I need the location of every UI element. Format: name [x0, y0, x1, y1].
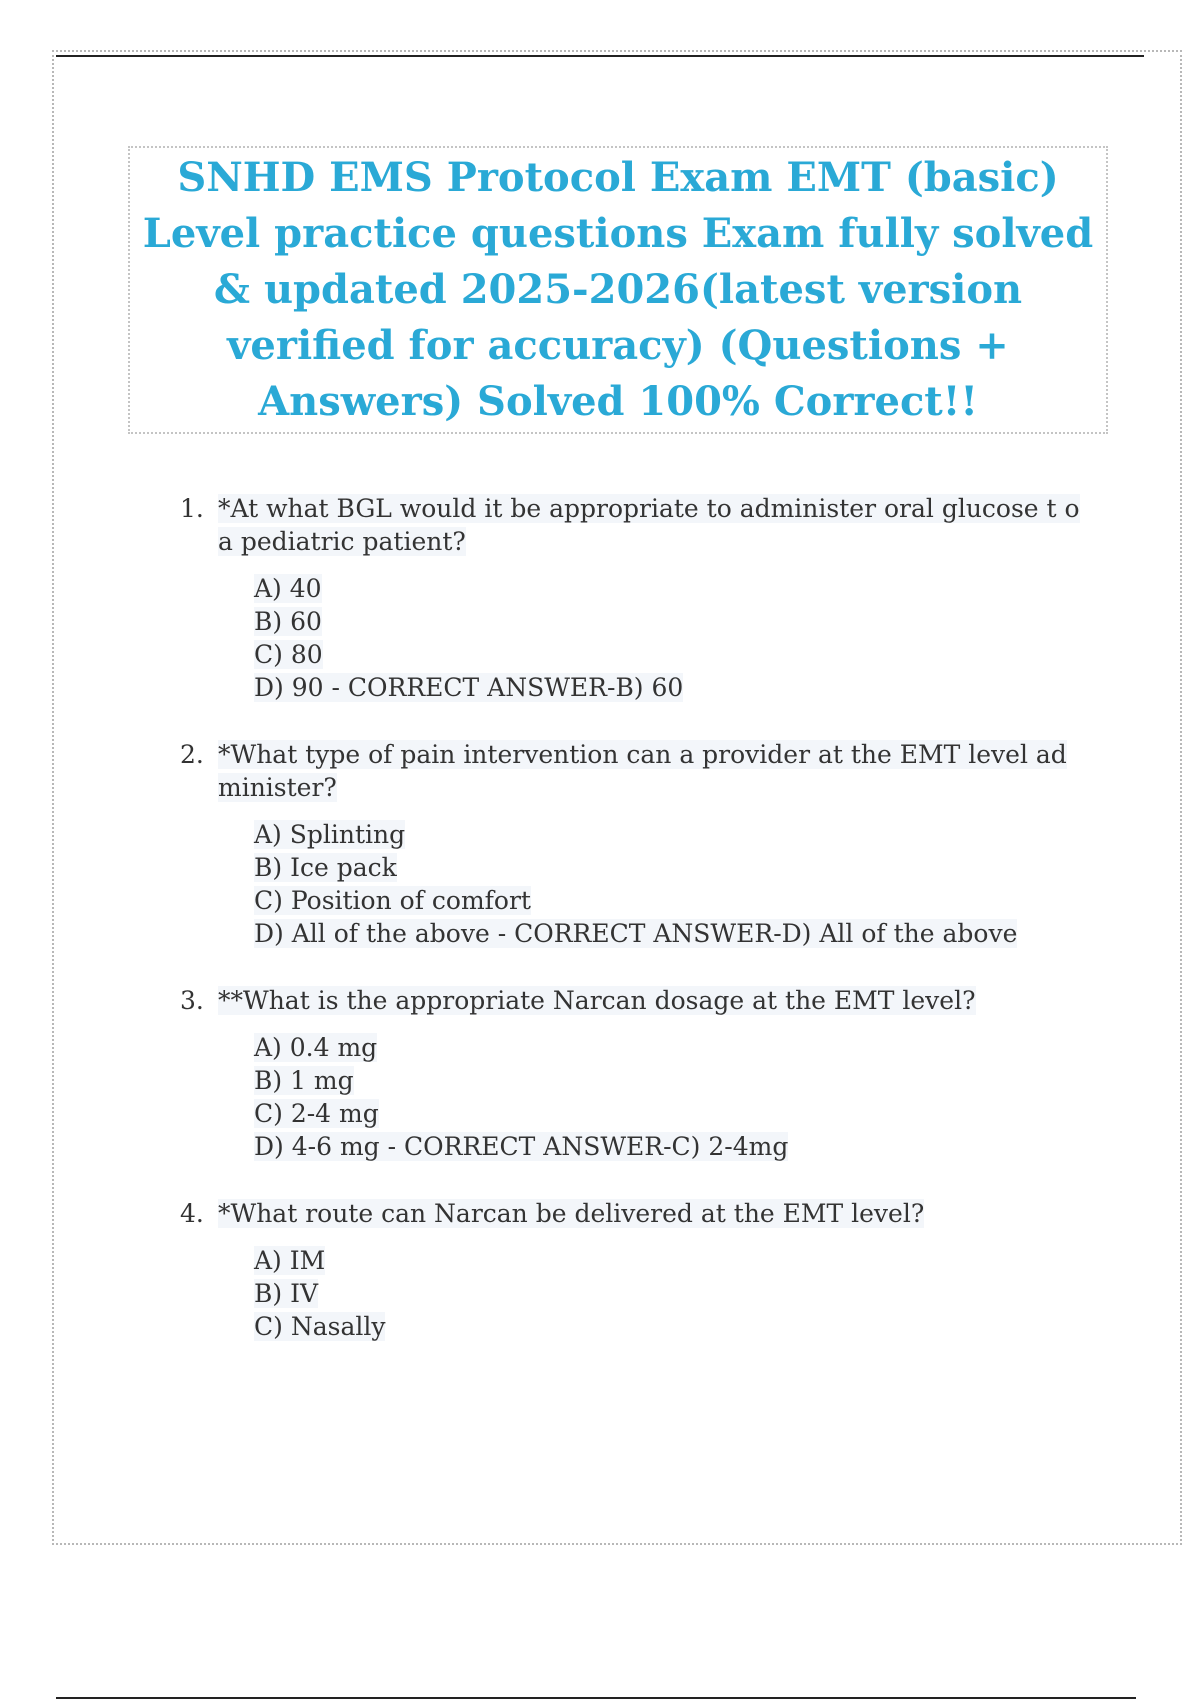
top-rule-divider	[56, 55, 1144, 57]
answer-option: A) 0.4 mg	[254, 1033, 378, 1062]
question-number: 1.	[180, 494, 204, 523]
question-item-4	[180, 1197, 1100, 1343]
question-text: *What type of pain intervention can a provider at the EMT level ad minister?	[218, 740, 1067, 802]
question-body	[218, 492, 1100, 704]
question-number: 2.	[180, 740, 204, 769]
answer-option: B) 60	[254, 607, 322, 636]
answer-option-with-correct-answer: D) 4-6 mg - CORRECT ANSWER-C) 2-4mg	[254, 1132, 789, 1161]
answer-option-with-correct-answer: D) All of the above - CORRECT ANSWER-D) All of the above	[254, 919, 1018, 948]
bottom-rule-divider	[56, 1697, 1136, 1699]
answer-option: B) 1 mg	[254, 1066, 354, 1095]
answer-option: B) IV	[254, 1279, 319, 1308]
question-text: *What route can Narcan be delivered at the EMT level?	[218, 1199, 925, 1228]
question-text: **What is the appropriate Narcan dosage at the EMT level?	[218, 986, 976, 1015]
answer-option: C) 80	[254, 640, 323, 669]
answer-options	[254, 1244, 1100, 1343]
question-item-1	[180, 492, 1100, 704]
answer-option: C) Nasally	[254, 1312, 386, 1341]
document-title: SNHD EMS Protocol Exam EMT (basic) Level practice questions Exam fully solved & updated 2025-2026(latest version verified for accuracy) (Questions + Answers) Solved 100% Correct!!	[142, 154, 1094, 425]
answer-option: A) Splinting	[254, 820, 406, 849]
answer-option: C) Position of comfort	[254, 886, 531, 915]
question-body	[218, 1197, 1100, 1343]
answer-option: A) IM	[254, 1246, 326, 1275]
question-item-2	[180, 738, 1100, 950]
answer-option: A) 40	[254, 574, 322, 603]
answer-options	[254, 818, 1100, 950]
answer-option: B) Ice pack	[254, 853, 397, 882]
answer-options	[254, 572, 1100, 704]
answer-option: C) 2-4 mg	[254, 1099, 379, 1128]
question-text: *At what BGL would it be appropriate to administer oral glucose t o a pediatric patient?	[218, 494, 1080, 556]
answer-options	[254, 1031, 1100, 1163]
question-number: 4.	[180, 1199, 204, 1228]
question-item-3	[180, 984, 1100, 1163]
question-list	[180, 492, 1100, 1343]
answer-option-with-correct-answer: D) 90 - CORRECT ANSWER-B) 60	[254, 673, 684, 702]
question-number: 3.	[180, 986, 204, 1015]
question-body	[218, 984, 1100, 1163]
question-body	[218, 738, 1100, 950]
title-box	[128, 146, 1108, 434]
